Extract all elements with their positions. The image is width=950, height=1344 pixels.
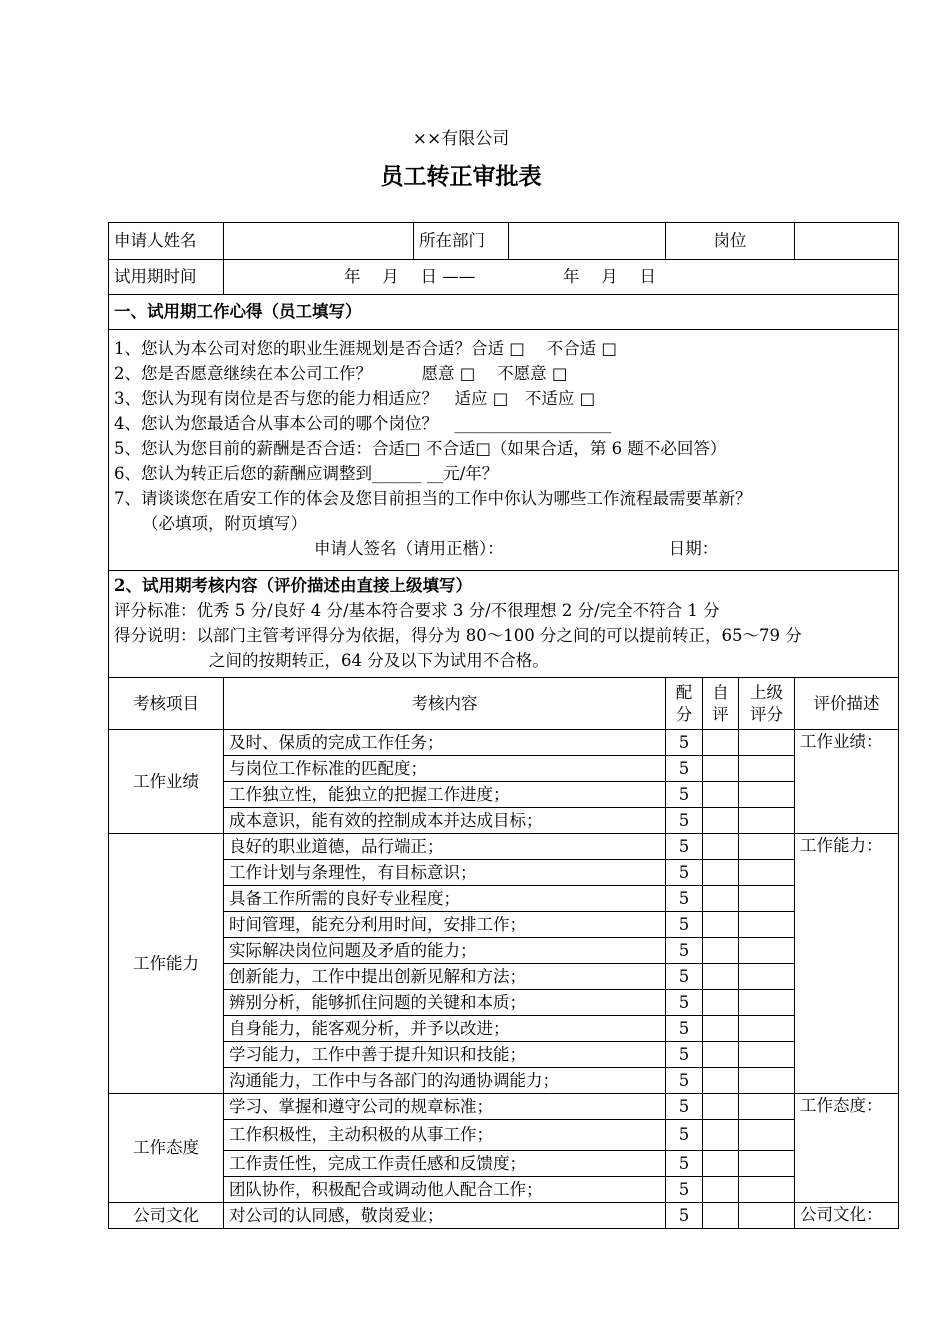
eval-score: 5 bbox=[666, 860, 703, 886]
superior-score-field[interactable] bbox=[739, 990, 795, 1016]
post-field[interactable] bbox=[795, 223, 899, 260]
table-row bbox=[109, 782, 899, 808]
eval-score: 5 bbox=[666, 1042, 703, 1068]
col-content-header: 考核内容 bbox=[224, 678, 666, 730]
eval-score: 5 bbox=[666, 938, 703, 964]
table-row bbox=[109, 834, 899, 860]
superior-score-field[interactable] bbox=[739, 886, 795, 912]
eval-content: 时间管理，能充分利用时间，安排工作； bbox=[224, 912, 666, 938]
period-label: 试用期时间 bbox=[109, 260, 224, 295]
superior-score-field[interactable] bbox=[739, 834, 795, 860]
score-explanation-2: 之间的按期转正，64 分及以下为试用不合格。 bbox=[209, 651, 549, 670]
eval-score: 5 bbox=[666, 756, 703, 782]
superior-score-field[interactable] bbox=[739, 912, 795, 938]
table-row bbox=[109, 1068, 899, 1094]
eval-header-row bbox=[109, 678, 899, 730]
form-title: 员工转正审批表 bbox=[380, 163, 542, 190]
eval-score: 5 bbox=[666, 808, 703, 834]
approval-form-table bbox=[108, 222, 899, 1229]
self-score-field[interactable] bbox=[703, 938, 739, 964]
eval-content: 辨别分析，能够抓住问题的关键和本质； bbox=[224, 990, 666, 1016]
self-score-field[interactable] bbox=[703, 1151, 739, 1177]
self-score-field[interactable] bbox=[703, 782, 739, 808]
question-6: 6、您认为转正后您的薪酬应调整到______ __元/年？ bbox=[114, 464, 499, 483]
self-score-field[interactable] bbox=[703, 1042, 739, 1068]
eval-content: 自身能力，能客观分析，并予以改进； bbox=[224, 1016, 666, 1042]
table-row bbox=[109, 1042, 899, 1068]
section2-header-row bbox=[109, 571, 899, 678]
eval-category: 工作能力 bbox=[109, 834, 224, 1094]
self-score-field[interactable] bbox=[703, 1177, 739, 1203]
table-row bbox=[109, 990, 899, 1016]
eval-content: 成本意识，能有效的控制成本并达成目标； bbox=[224, 808, 666, 834]
eval-content: 学习能力，工作中善于提升知识和技能； bbox=[224, 1042, 666, 1068]
table-row bbox=[109, 938, 899, 964]
superior-score-field[interactable] bbox=[739, 756, 795, 782]
eval-score: 5 bbox=[666, 1068, 703, 1094]
eval-content: 沟通能力，工作中与各部门的沟通协调能力； bbox=[224, 1068, 666, 1094]
applicant-row bbox=[109, 223, 899, 260]
dept-field[interactable] bbox=[509, 223, 666, 260]
self-score-field[interactable] bbox=[703, 860, 739, 886]
table-row bbox=[109, 912, 899, 938]
signature-line bbox=[114, 536, 893, 561]
self-score-field[interactable] bbox=[703, 1120, 739, 1151]
post-label: 岗位 bbox=[666, 223, 795, 260]
date-label: 日期： bbox=[668, 539, 719, 558]
superior-score-field[interactable] bbox=[739, 1151, 795, 1177]
table-row bbox=[109, 756, 899, 782]
superior-score-field[interactable] bbox=[739, 860, 795, 886]
self-score-field[interactable] bbox=[703, 886, 739, 912]
self-score-field[interactable] bbox=[703, 756, 739, 782]
table-row bbox=[109, 730, 899, 756]
eval-score: 5 bbox=[666, 1120, 703, 1151]
eval-content: 工作独立性，能独立的把握工作进度； bbox=[224, 782, 666, 808]
eval-content: 工作计划与条理性，有目标意识； bbox=[224, 860, 666, 886]
self-score-field[interactable] bbox=[703, 808, 739, 834]
eval-content: 及时、保质的完成工作任务； bbox=[224, 730, 666, 756]
eval-score: 5 bbox=[666, 886, 703, 912]
eval-score: 5 bbox=[666, 782, 703, 808]
company-name: ××有限公司 bbox=[412, 129, 510, 149]
scoring-standard: 评分标准：优秀 5 分/良好 4 分/基本符合要求 3 分/不很理想 2 分/完全不符合 1 分 bbox=[114, 601, 720, 620]
table-row bbox=[109, 1151, 899, 1177]
superior-score-field[interactable] bbox=[739, 1177, 795, 1203]
eval-category: 工作态度 bbox=[109, 1094, 224, 1203]
table-row bbox=[109, 860, 899, 886]
self-score-field[interactable] bbox=[703, 1203, 739, 1229]
section1-body bbox=[109, 330, 899, 571]
table-row bbox=[109, 1120, 899, 1151]
eval-content: 创新能力，工作中提出创新见解和方法； bbox=[224, 964, 666, 990]
eval-description[interactable]: 公司文化： bbox=[795, 1203, 899, 1229]
self-score-field[interactable] bbox=[703, 912, 739, 938]
section2-header bbox=[109, 571, 899, 678]
eval-description[interactable]: 工作业绩： bbox=[795, 730, 899, 834]
eval-content: 具备工作所需的良好专业程度； bbox=[224, 886, 666, 912]
section1-title-row bbox=[109, 295, 899, 330]
score-explanation-1: 得分说明：以部门主管考评得分为依据，得分为 80～100 分之间的可以提前转正，65～79 分 bbox=[114, 626, 802, 645]
table-row bbox=[109, 964, 899, 990]
col-desc-header: 评价描述 bbox=[795, 678, 899, 730]
eval-content: 良好的职业道德，品行端正； bbox=[224, 834, 666, 860]
period-row bbox=[109, 260, 899, 295]
self-score-field[interactable] bbox=[703, 730, 739, 756]
section1-body-row bbox=[109, 330, 899, 571]
col-score-header: 配分 bbox=[666, 678, 703, 730]
question-5: 5、您认为您目前的薪酬是否合适：合适□ 不合适□（如果合适，第 6 题不必回答） bbox=[114, 439, 727, 458]
col-item-header: 考核项目 bbox=[109, 678, 224, 730]
superior-score-field[interactable] bbox=[739, 782, 795, 808]
eval-content: 学习、掌握和遵守公司的规章标准； bbox=[224, 1094, 666, 1120]
question-4: 4、您认为您最适合从事本公司的哪个岗位？ ___________________ bbox=[114, 414, 612, 433]
eval-score: 5 bbox=[666, 1094, 703, 1120]
self-score-field[interactable] bbox=[703, 834, 739, 860]
eval-score: 5 bbox=[666, 1177, 703, 1203]
table-row bbox=[109, 808, 899, 834]
question-7: 7、请谈谈您在盾安工作的体会及您目前担当的工作中你认为哪些工作流程最需要革新？ bbox=[114, 489, 752, 508]
self-score-field[interactable] bbox=[703, 964, 739, 990]
period-field[interactable]: 年 月 日 —— 年 月 日 bbox=[224, 260, 899, 295]
eval-score: 5 bbox=[666, 964, 703, 990]
superior-score-field[interactable] bbox=[739, 964, 795, 990]
eval-score: 5 bbox=[666, 730, 703, 756]
col-superior-header: 上级评分 bbox=[739, 678, 795, 730]
eval-score: 5 bbox=[666, 990, 703, 1016]
superior-score-field[interactable] bbox=[739, 1120, 795, 1151]
superior-score-field[interactable] bbox=[739, 938, 795, 964]
question-3: 3、您认为现有岗位是否与您的能力相适应？ 适应 □ 不适应 □ bbox=[114, 389, 596, 408]
name-label: 申请人姓名 bbox=[109, 223, 224, 260]
table-row bbox=[109, 1094, 899, 1120]
eval-score: 5 bbox=[666, 1203, 703, 1229]
superior-score-field[interactable] bbox=[739, 1094, 795, 1120]
eval-content: 工作积极性，主动积极的从事工作； bbox=[224, 1120, 666, 1151]
name-field[interactable] bbox=[224, 223, 414, 260]
eval-content: 团队协作，积极配合或调动他人配合工作； bbox=[224, 1177, 666, 1203]
self-score-field[interactable] bbox=[703, 1068, 739, 1094]
eval-body bbox=[109, 730, 899, 1229]
section1-title: 一、试用期工作心得（员工填写） bbox=[109, 295, 899, 330]
self-score-field[interactable] bbox=[703, 1016, 739, 1042]
table-row bbox=[109, 886, 899, 912]
eval-score: 5 bbox=[666, 1016, 703, 1042]
eval-category: 公司文化 bbox=[109, 1203, 224, 1229]
eval-description[interactable]: 工作态度： bbox=[795, 1094, 899, 1203]
eval-score: 5 bbox=[666, 1151, 703, 1177]
superior-score-field[interactable] bbox=[739, 1068, 795, 1094]
superior-score-field[interactable] bbox=[739, 730, 795, 756]
eval-content: 与岗位工作标准的匹配度； bbox=[224, 756, 666, 782]
question-1: 1、您认为本公司对您的职业生涯规划是否合适？合适 □ 不合适 □ bbox=[114, 339, 617, 358]
eval-category: 工作业绩 bbox=[109, 730, 224, 834]
eval-content: 实际解决岗位问题及矛盾的能力； bbox=[224, 938, 666, 964]
superior-score-field[interactable] bbox=[739, 1016, 795, 1042]
eval-content: 对公司的认同感，敬岗爱业； bbox=[224, 1203, 666, 1229]
eval-score: 5 bbox=[666, 834, 703, 860]
question-2: 2、您是否愿意继续在本公司工作？ 愿意 □ 不愿意 □ bbox=[114, 364, 568, 383]
table-row bbox=[109, 1016, 899, 1042]
question-7-note: （必填项，附页填写） bbox=[142, 514, 307, 533]
signature-label: 申请人签名（请用正楷）： bbox=[314, 539, 504, 558]
superior-score-field[interactable] bbox=[739, 1203, 795, 1229]
section2-title: 2、试用期考核内容（评价描述由直接上级填写） bbox=[114, 576, 472, 595]
self-score-field[interactable] bbox=[703, 990, 739, 1016]
self-score-field[interactable] bbox=[703, 1094, 739, 1120]
table-row bbox=[109, 1177, 899, 1203]
table-row bbox=[109, 1203, 899, 1229]
eval-description[interactable]: 工作能力： bbox=[795, 834, 899, 1094]
superior-score-field[interactable] bbox=[739, 1042, 795, 1068]
dept-label: 所在部门 bbox=[414, 223, 509, 260]
eval-content: 工作责任性，完成工作责任感和反馈度； bbox=[224, 1151, 666, 1177]
superior-score-field[interactable] bbox=[739, 808, 795, 834]
eval-score: 5 bbox=[666, 912, 703, 938]
col-self-header: 自评 bbox=[703, 678, 739, 730]
